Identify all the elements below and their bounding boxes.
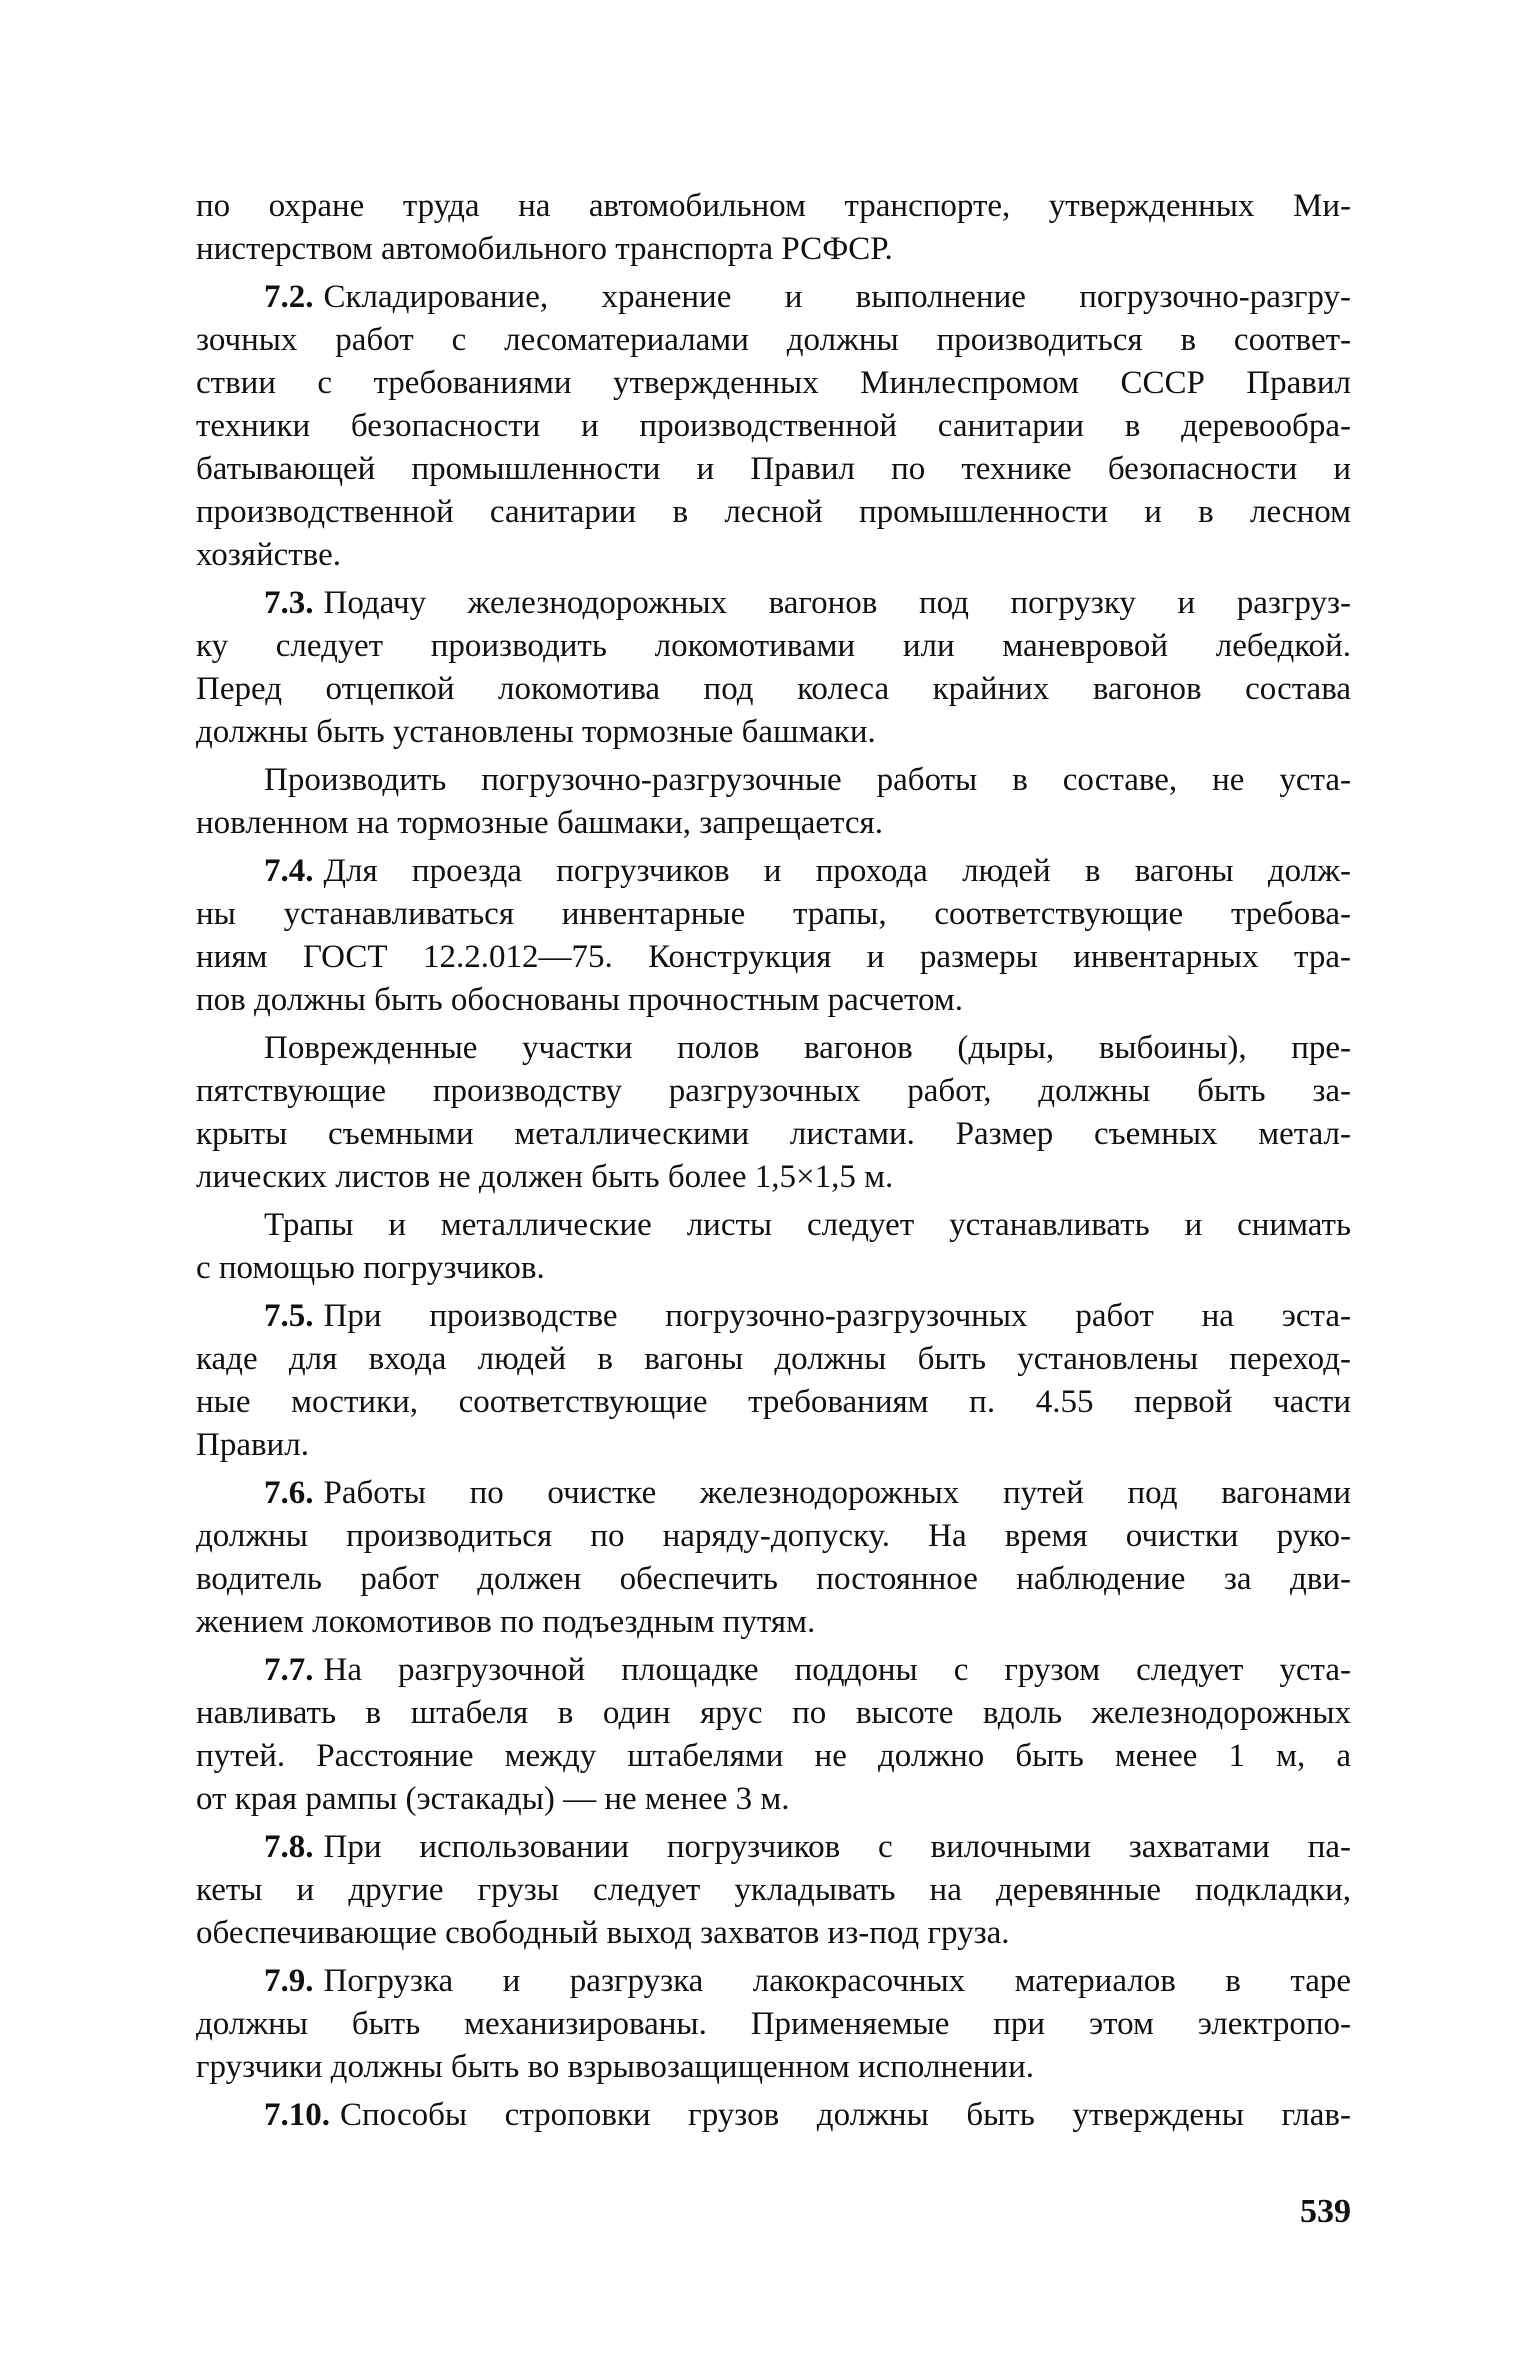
line-text: ку следует производить локомотивами или маневровой лебедкой. bbox=[196, 628, 1351, 664]
text-line bbox=[196, 936, 1351, 979]
text-line bbox=[196, 534, 1351, 577]
paragraph bbox=[196, 1649, 1351, 1821]
paragraph bbox=[196, 185, 1351, 271]
line-text: Способы строповки грузов должны быть утверждены глав- bbox=[340, 2097, 1351, 2133]
line-text: Поврежденные участки полов вагонов (дыры, выбоины), пре- bbox=[264, 1030, 1351, 1066]
text-line bbox=[196, 448, 1351, 491]
text-line bbox=[196, 1295, 1351, 1338]
line-text: новленном на тормозные башмаки, запрещается. bbox=[196, 805, 883, 841]
line-text: путей. Расстояние между штабелями не должно быть менее 1 м, а bbox=[196, 1738, 1351, 1774]
line-text: навливать в штабеля в один ярус по высоте вдоль железнодорожных bbox=[196, 1695, 1351, 1731]
text-line bbox=[196, 625, 1351, 668]
paragraph bbox=[196, 1960, 1351, 2089]
line-text: каде для входа людей в вагоны должны быть установлены переход- bbox=[196, 1341, 1351, 1377]
line-text: техники безопасности и производственной санитарии в деревообра- bbox=[196, 408, 1351, 444]
text-line bbox=[196, 1649, 1351, 1692]
text-line bbox=[196, 1960, 1351, 2003]
section-number: 7.6. bbox=[264, 1475, 314, 1511]
text-line bbox=[196, 1156, 1351, 1199]
line-text: пятствующие производству разгрузочных работ, должны быть за- bbox=[196, 1073, 1351, 1109]
line-text: кеты и другие грузы следует укладывать на деревянные подкладки, bbox=[196, 1872, 1351, 1908]
line-text: грузчики должны быть во взрывозащищенном исполнении. bbox=[196, 2049, 1034, 2085]
text-line bbox=[196, 1070, 1351, 1113]
section-number: 7.5. bbox=[264, 1298, 314, 1334]
text-line bbox=[196, 1027, 1351, 1070]
document-page bbox=[196, 185, 1351, 2142]
text-line bbox=[196, 228, 1351, 271]
line-text: Погрузка и разгрузка лакокрасочных материалов в таре bbox=[323, 1963, 1351, 1999]
line-text: водитель работ должен обеспечить постоянное наблюдение за дви- bbox=[196, 1561, 1351, 1597]
line-text: Перед отцепкой локомотива под колеса крайних вагонов состава bbox=[196, 671, 1351, 707]
text-line bbox=[196, 759, 1351, 802]
section-number: 7.10. bbox=[264, 2097, 330, 2133]
line-text: от края рампы (эстакады) — не менее 3 м. bbox=[196, 1781, 790, 1817]
line-text: При производстве погрузочно-разгрузочных работ на эста- bbox=[323, 1298, 1351, 1334]
text-line bbox=[196, 185, 1351, 228]
text-line bbox=[196, 491, 1351, 534]
line-text: должны быть механизированы. Применяемые при этом электропо- bbox=[196, 2006, 1351, 2042]
text-line bbox=[196, 582, 1351, 625]
paragraph bbox=[196, 1826, 1351, 1955]
text-line bbox=[196, 1247, 1351, 1290]
line-text: должны производиться по наряду-допуску. На время очистки руко- bbox=[196, 1518, 1351, 1554]
text-line bbox=[196, 319, 1351, 362]
text-line bbox=[196, 1472, 1351, 1515]
paragraph bbox=[196, 2094, 1351, 2137]
paragraph bbox=[196, 276, 1351, 577]
paragraph bbox=[196, 850, 1351, 1022]
line-text: Для проезда погрузчиков и прохода людей в вагоны долж- bbox=[323, 853, 1351, 889]
line-text: батывающей промышленности и Правил по технике безопасности и bbox=[196, 451, 1351, 487]
paragraph bbox=[196, 1472, 1351, 1644]
text-line bbox=[196, 1601, 1351, 1644]
line-text: лических листов не должен быть более 1,5×1,5 м. bbox=[196, 1159, 894, 1195]
text-line bbox=[196, 405, 1351, 448]
line-text: обеспечивающие свободный выход захватов из-под груза. bbox=[196, 1915, 1010, 1951]
line-text: Трапы и металлические листы следует устанавливать и снимать bbox=[264, 1207, 1351, 1243]
line-text: На разгрузочной площадке поддоны с грузом следует уста- bbox=[323, 1652, 1351, 1688]
line-text: производственной санитарии в лесной промышленности и в лесном bbox=[196, 494, 1351, 530]
text-line bbox=[196, 802, 1351, 845]
section-number: 7.9. bbox=[264, 1963, 314, 1999]
text-line bbox=[196, 668, 1351, 711]
line-text: Производить погрузочно-разгрузочные работы в составе, не уста- bbox=[264, 762, 1351, 798]
text-line bbox=[196, 1424, 1351, 1467]
text-line bbox=[196, 1338, 1351, 1381]
text-line bbox=[196, 1735, 1351, 1778]
section-number: 7.2. bbox=[264, 279, 314, 315]
text-line bbox=[196, 2094, 1351, 2137]
line-text: должны быть установлены тормозные башмаки. bbox=[196, 714, 876, 750]
text-line bbox=[196, 2046, 1351, 2089]
section-number: 7.8. bbox=[264, 1829, 314, 1865]
text-line bbox=[196, 1778, 1351, 1821]
text-line bbox=[196, 850, 1351, 893]
paragraph bbox=[196, 759, 1351, 845]
section-number: 7.4. bbox=[264, 853, 314, 889]
paragraph bbox=[196, 1027, 1351, 1199]
text-line bbox=[196, 893, 1351, 936]
text-line bbox=[196, 2003, 1351, 2046]
paragraph bbox=[196, 1295, 1351, 1467]
text-line bbox=[196, 276, 1351, 319]
text-line bbox=[196, 1826, 1351, 1869]
line-text: крыты съемными металлическими листами. Размер съемных метал- bbox=[196, 1116, 1351, 1152]
paragraph bbox=[196, 1204, 1351, 1290]
text-line bbox=[196, 1692, 1351, 1735]
line-text: При использовании погрузчиков с вилочными захватами па- bbox=[323, 1829, 1351, 1865]
line-text: пов должны быть обоснованы прочностным расчетом. bbox=[196, 982, 963, 1018]
text-line bbox=[196, 1912, 1351, 1955]
line-text: с помощью погрузчиков. bbox=[196, 1250, 545, 1286]
page-number: 539 bbox=[1300, 2193, 1351, 2230]
text-line bbox=[196, 711, 1351, 754]
line-text: ниям ГОСТ 12.2.012—75. Конструкция и размеры инвентарных тра- bbox=[196, 939, 1351, 975]
text-line bbox=[196, 979, 1351, 1022]
line-text: хозяйстве. bbox=[196, 537, 341, 573]
line-text: Правил. bbox=[196, 1427, 309, 1463]
text-line bbox=[196, 1381, 1351, 1424]
section-number: 7.7. bbox=[264, 1652, 314, 1688]
text-line bbox=[196, 1204, 1351, 1247]
paragraph bbox=[196, 582, 1351, 754]
line-text: по охране труда на автомобильном транспорте, утвержденных Ми- bbox=[196, 188, 1351, 224]
line-text: зочных работ с лесоматериалами должны производиться в соответ- bbox=[196, 322, 1351, 358]
line-text: Подачу железнодорожных вагонов под погрузку и разгруз- bbox=[323, 585, 1351, 621]
text-line bbox=[196, 1869, 1351, 1912]
line-text: Работы по очистке железнодорожных путей под вагонами bbox=[323, 1475, 1351, 1511]
line-text: ны устанавливаться инвентарные трапы, соответствующие требова- bbox=[196, 896, 1351, 932]
line-text: нистерством автомобильного транспорта РСФСР. bbox=[196, 231, 893, 267]
section-number: 7.3. bbox=[264, 585, 314, 621]
line-text: ные мостики, соответствующие требованиям п. 4.55 первой части bbox=[196, 1384, 1351, 1420]
text-line bbox=[196, 1113, 1351, 1156]
text-line bbox=[196, 1515, 1351, 1558]
line-text: жением локомотивов по подъездным путям. bbox=[196, 1604, 816, 1640]
text-line bbox=[196, 1558, 1351, 1601]
line-text: Складирование, хранение и выполнение погрузочно-разгру- bbox=[323, 279, 1351, 315]
text-line bbox=[196, 362, 1351, 405]
line-text: ствии с требованиями утвержденных Минлеспромом СССР Правил bbox=[196, 365, 1351, 401]
